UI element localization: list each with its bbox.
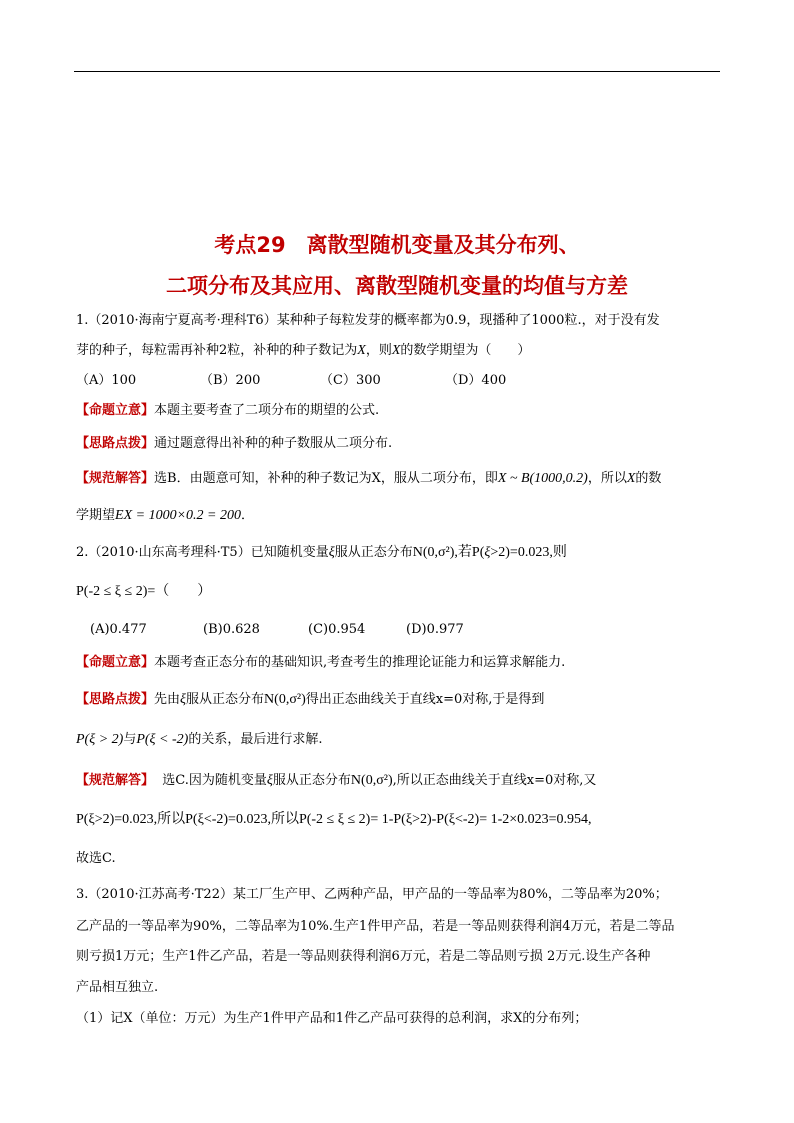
q1-proposition-text: 本题主要考查了二项分布的期望的公式. xyxy=(154,403,380,418)
q2-hint-text: 先由 xyxy=(154,692,181,707)
q2-solution-line1 xyxy=(76,773,596,789)
q1-sol2-end: ． xyxy=(240,508,254,523)
q2-hint2-math2: P(ξ < -2) xyxy=(136,732,189,747)
q1-proposition xyxy=(76,403,379,419)
q1-sol2-text: 学期望 xyxy=(76,508,116,523)
q2-hint2-mid: 与 xyxy=(123,732,137,747)
q2-stem-text3: ,若P( xyxy=(454,545,485,560)
q2-proposition-text: 本题考查正态分布的基础知识,考查考生的推理论证能力和运算求解能力. xyxy=(154,655,566,670)
hint-label: 【思路点拨】 xyxy=(76,692,155,707)
q1-sol-text3: 的数 xyxy=(635,471,662,486)
q2-stem-line1 xyxy=(76,545,567,561)
q2-stem-text2: 服从正态分布 xyxy=(334,545,413,560)
proposition-label: 【命题立意】 xyxy=(76,655,155,670)
q1-stem-text3: 的数学期望为（ ） xyxy=(400,343,531,358)
q2-stem-text4: >2)=0.023,则 xyxy=(490,545,567,560)
page-title-line1: 考点29 离散型随机变量及其分布列、 xyxy=(214,233,580,257)
q2-proposition xyxy=(76,655,565,671)
q1-stem-line2 xyxy=(76,343,530,359)
q1-stem-text2: ，则 xyxy=(365,343,392,358)
q2-option-d: (D)0.977 xyxy=(406,622,464,637)
q1-option-a: （A）100 xyxy=(76,373,137,388)
q1-var-x2: X xyxy=(391,343,401,358)
q1-sol2-math: EX = 1000×0.2 = 200 xyxy=(115,508,241,523)
q1-solution-line2 xyxy=(76,508,254,524)
page-title-line2: 二项分布及其应用、离散型随机变量的均值与方差 xyxy=(166,274,628,298)
q3-line1: 3.（2010·江苏高考·T22）某工厂生产甲、乙两种产品，甲产品的一等品率为80%，二等品率为20%； xyxy=(76,887,668,902)
q2-option-b: (B)0.628 xyxy=(203,622,260,637)
q2-hint-line1 xyxy=(76,692,544,708)
q2-hint-text2: 服从正态分布 xyxy=(186,692,265,707)
q2-xi2: ξ xyxy=(484,545,491,560)
q3-line3: 则亏损1万元；生产1件乙产品，若是一等品则获得利润6万元，若是二等品则亏损 2万元.设生产各种 xyxy=(76,949,651,964)
q2-solution-line2: P(ξ>2)=0.023,所以P(ξ<-2)=0.023,所以P(-2 ≤ ξ ≤ 2)= 1-P(ξ>2)-P(ξ<-2)= 1-2×0.023=0.954, xyxy=(76,812,592,827)
q2-solution-line3: 故选C. xyxy=(76,851,116,866)
q2-hint2-math1: P(ξ > 2) xyxy=(76,732,124,747)
q2-hint-line2 xyxy=(76,732,322,748)
q3-line5: （1）记X（单位：万元）为生产1件甲产品和1件乙产品可获得的总利润，求X的分布列； xyxy=(76,1011,588,1026)
q1-stem-line1: 1.（2010·海南宁夏高考·理科T6）某种种子每粒发芽的概率都为0.9，现播种了1000粒.，对于没有发 xyxy=(76,313,660,328)
q2-stem-line2: P(-2 ≤ ξ ≤ 2)=（ ） xyxy=(76,584,212,599)
q1-sol-text2: ，所以 xyxy=(587,471,627,486)
q1-option-d: （D）400 xyxy=(445,373,507,388)
q2-sol-text3: ,所以正态曲线关于直线x=0对称,又 xyxy=(392,773,597,788)
q2-option-a: (A)0.477 xyxy=(90,622,147,637)
q2-sol-xi: ξ xyxy=(266,773,273,788)
solution-label: 【规范解答】 xyxy=(76,471,155,486)
q1-hint-text: 通过题意得出补种的种子数服从二项分布. xyxy=(154,436,393,451)
q2-sol-normal: N(0,σ²) xyxy=(350,773,393,788)
header-rule xyxy=(74,71,720,72)
q2-sol-text2: 服从正态分布 xyxy=(272,773,351,788)
q2-options xyxy=(90,622,464,638)
q1-sol-math: X ~ B(1000,0.2) xyxy=(497,471,588,486)
proposition-label: 【命题立意】 xyxy=(76,403,155,418)
q2-hint-text3: 得出正态曲线关于直线x=0对称,于是得到 xyxy=(305,692,545,707)
q2-hint2-end: 的关系，最后进行求解. xyxy=(188,732,323,747)
q2-hint-xi: ξ xyxy=(180,692,187,707)
q2-normal: N(0,σ²) xyxy=(412,545,455,560)
q1-stem-text: 芽的种子，每粒需再补种2粒，补种的种子数记为 xyxy=(76,343,358,358)
q3-line4: 产品相互独立. xyxy=(76,980,159,995)
q1-solution-line1 xyxy=(76,471,661,487)
q2-xi: ξ xyxy=(328,545,335,560)
q2-sol-text: 选C.因为随机变量 xyxy=(154,773,267,788)
solution-label: 【规范解答】 xyxy=(76,773,155,788)
q2-stem-text: 2.（2010·山东高考理科·T5）已知随机变量 xyxy=(76,545,329,560)
q3-line2: 乙产品的一等品率为90%，二等品率为10%.生产1件甲产品，若是一等品则获得利润4万元，若是二等品 xyxy=(76,919,675,934)
q1-option-b: （B）200 xyxy=(200,373,261,388)
q1-options xyxy=(76,373,506,389)
q2-hint-normal: N(0,σ²) xyxy=(264,692,306,707)
q2-option-c: (C)0.954 xyxy=(308,622,366,637)
q1-sol-var-x: X xyxy=(626,471,636,486)
hint-label: 【思路点拨】 xyxy=(76,436,155,451)
q1-sol-text: 选B．由题意可知，补种的种子数记为X，服从二项分布，即 xyxy=(154,471,498,486)
q1-var-x: X xyxy=(357,343,366,358)
q1-hint xyxy=(76,436,392,452)
q1-option-c: （C）300 xyxy=(320,373,381,388)
